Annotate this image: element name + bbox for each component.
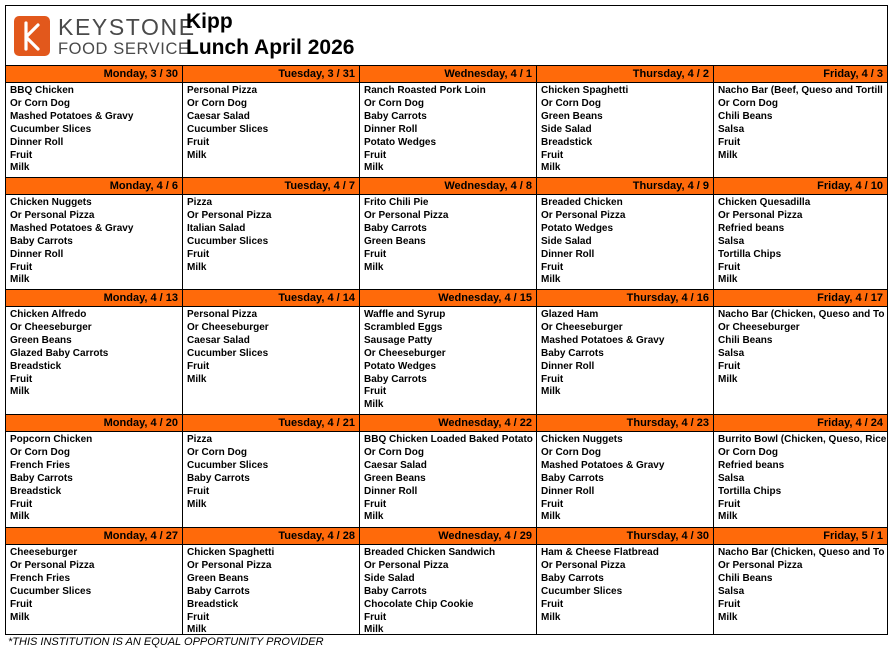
- menu-item: Milk: [718, 149, 738, 161]
- menu-item: Or Personal Pizza: [541, 209, 626, 221]
- menu-item: Cucumber Slices: [10, 123, 92, 135]
- day-cell: [360, 178, 537, 289]
- menu-item-list: [537, 432, 713, 524]
- day-cell: [183, 290, 360, 414]
- menu-item: Fruit: [541, 373, 564, 385]
- day-cell: [183, 528, 360, 635]
- menu-item: Fruit: [364, 498, 387, 510]
- week-row: [6, 65, 887, 177]
- menu-item: Milk: [10, 274, 30, 286]
- menu-item: Fruit: [187, 485, 210, 497]
- menu-item: Chicken Spaghetti: [541, 85, 629, 96]
- calendar-grid: [6, 65, 887, 635]
- menu-item: Fruit: [718, 136, 741, 148]
- menu-item: Breadstick: [10, 360, 62, 372]
- day-header: Monday, 4 / 13: [6, 290, 182, 307]
- menu-item: Side Salad: [541, 123, 592, 135]
- menu-item-list: [537, 195, 713, 287]
- menu-item-list: [714, 545, 887, 624]
- menu-item: Milk: [10, 611, 30, 623]
- day-header: Wednesday, 4 / 8: [360, 178, 536, 195]
- menu-title: Lunch April 2026: [186, 36, 355, 59]
- day-cell: [183, 66, 360, 177]
- menu-item: Dinner Roll: [10, 136, 64, 148]
- menu-item: Milk: [10, 511, 30, 523]
- menu-item: Or Corn Dog: [541, 446, 601, 458]
- menu-item: Popcorn Chicken: [10, 434, 93, 445]
- day-cell: [6, 290, 183, 414]
- menu-item: Mashed Potatoes & Gravy: [541, 459, 665, 471]
- menu-item: Ranch Roasted Pork Loin: [364, 85, 486, 96]
- menu-item: Pizza: [187, 197, 213, 208]
- menu-item: Caesar Salad: [187, 110, 250, 122]
- menu-item: Milk: [541, 611, 561, 623]
- menu-item: Or Cheeseburger: [541, 321, 623, 333]
- menu-item: Fruit: [10, 598, 33, 610]
- menu-item: Chili Beans: [718, 334, 773, 346]
- menu-item: Milk: [364, 261, 384, 273]
- menu-item-list: [183, 307, 359, 386]
- menu-item: Cucumber Slices: [187, 235, 269, 247]
- day-cell: [714, 290, 887, 414]
- menu-item: Fruit: [364, 248, 387, 260]
- logo-line1: KEYSTONE: [58, 14, 196, 40]
- menu-item: Breadstick: [541, 136, 593, 148]
- menu-item: Breadstick: [10, 485, 62, 497]
- day-cell: [6, 178, 183, 289]
- menu-item: Fruit: [541, 498, 564, 510]
- menu-item: Mashed Potatoes & Gravy: [10, 222, 134, 234]
- school-name: Kipp: [186, 10, 233, 33]
- menu-item: Dinner Roll: [541, 248, 595, 260]
- menu-item: Tortilla Chips: [718, 485, 782, 497]
- day-cell: [183, 178, 360, 289]
- menu-item: Milk: [187, 149, 207, 161]
- day-header: Wednesday, 4 / 1: [360, 66, 536, 83]
- menu-item: Milk: [364, 399, 384, 411]
- menu-item: Chicken Nuggets: [10, 197, 92, 208]
- menu-item: Or Corn Dog: [10, 97, 70, 109]
- menu-item: Personal Pizza: [187, 85, 258, 96]
- menu-item: Or Cheeseburger: [187, 321, 269, 333]
- menu-item: Baby Carrots: [187, 585, 250, 597]
- menu-item: Baby Carrots: [364, 585, 427, 597]
- day-header: Friday, 5 / 1: [714, 528, 887, 545]
- menu-item: Or Personal Pizza: [364, 559, 449, 571]
- menu-item: Milk: [541, 511, 561, 523]
- menu-item: Fruit: [10, 149, 33, 161]
- menu-item: Ham & Cheese Flatbread: [541, 547, 659, 558]
- menu-item: Milk: [718, 373, 738, 385]
- day-header: Thursday, 4 / 9: [537, 178, 713, 195]
- day-header: Thursday, 4 / 2: [537, 66, 713, 83]
- day-cell: [360, 528, 537, 635]
- menu-item: Baby Carrots: [364, 373, 427, 385]
- day-cell: [714, 66, 887, 177]
- menu-item: Fruit: [718, 360, 741, 372]
- menu-item-list: [183, 545, 359, 635]
- menu-item: Frito Chili Pie: [364, 197, 429, 208]
- menu-item: Mashed Potatoes & Gravy: [541, 334, 665, 346]
- day-header: Friday, 4 / 3: [714, 66, 887, 83]
- menu-item: Scrambled Eggs: [364, 321, 443, 333]
- menu-item-list: [6, 195, 182, 287]
- day-cell: [537, 66, 714, 177]
- menu-item: Fruit: [364, 149, 387, 161]
- menu-item: Fruit: [718, 598, 741, 610]
- day-cell: [714, 178, 887, 289]
- menu-item-list: [360, 307, 536, 412]
- day-header: Wednesday, 4 / 15: [360, 290, 536, 307]
- menu-item: Side Salad: [541, 235, 592, 247]
- menu-item: Fruit: [541, 261, 564, 273]
- menu-item-list: [360, 195, 536, 274]
- menu-item: Milk: [187, 498, 207, 510]
- menu-item: Nacho Bar (Chicken, Queso and To: [718, 547, 885, 558]
- menu-item-list: [6, 432, 182, 524]
- menu-item: Milk: [364, 162, 384, 174]
- menu-item: Baby Carrots: [10, 235, 73, 247]
- day-header: Wednesday, 4 / 29: [360, 528, 536, 545]
- menu-item-list: [537, 545, 713, 624]
- menu-item: Salsa: [718, 347, 745, 359]
- menu-item: Or Personal Pizza: [187, 209, 272, 221]
- menu-item: Or Corn Dog: [718, 97, 778, 109]
- day-cell: [714, 415, 887, 527]
- day-cell: [537, 178, 714, 289]
- menu-item: Fruit: [10, 373, 33, 385]
- menu-item: Glazed Baby Carrots: [10, 347, 109, 359]
- menu-item-list: [714, 83, 887, 162]
- menu-item: Or Cheeseburger: [10, 321, 92, 333]
- menu-item: Fruit: [364, 386, 387, 398]
- day-cell: [537, 528, 714, 635]
- menu-item: Green Beans: [187, 572, 249, 584]
- menu-item: Green Beans: [10, 334, 72, 346]
- menu-item: Green Beans: [364, 472, 426, 484]
- menu-item: Or Corn Dog: [364, 97, 424, 109]
- day-cell: [537, 415, 714, 527]
- menu-item: Milk: [187, 624, 207, 635]
- menu-item: Sausage Patty: [364, 334, 433, 346]
- menu-item: Or Personal Pizza: [364, 209, 449, 221]
- menu-item: Fruit: [10, 261, 33, 273]
- menu-item: Tortilla Chips: [718, 248, 782, 260]
- menu-item: Fruit: [187, 360, 210, 372]
- day-header: Monday, 4 / 20: [6, 415, 182, 432]
- menu-header: [6, 6, 887, 65]
- menu-item: Breadstick: [187, 598, 239, 610]
- menu-item: Or Personal Pizza: [541, 559, 626, 571]
- menu-item: Breaded Chicken Sandwich: [364, 547, 496, 558]
- menu-item-list: [714, 307, 887, 386]
- menu-item: Milk: [187, 261, 207, 273]
- menu-item: Chicken Spaghetti: [187, 547, 275, 558]
- menu-item-list: [360, 432, 536, 524]
- menu-item: Dinner Roll: [364, 485, 418, 497]
- menu-item: French Fries: [10, 459, 71, 471]
- menu-item: Or Cheeseburger: [718, 321, 800, 333]
- menu-item: Milk: [718, 511, 738, 523]
- menu-item: BBQ Chicken Loaded Baked Potato: [364, 434, 533, 445]
- day-header: Monday, 4 / 27: [6, 528, 182, 545]
- day-header: Friday, 4 / 10: [714, 178, 887, 195]
- menu-item: Cucumber Slices: [541, 585, 623, 597]
- menu-item: Glazed Ham: [541, 309, 599, 320]
- menu-item: Chicken Nuggets: [541, 434, 623, 445]
- menu-item: Fruit: [541, 598, 564, 610]
- menu-item: Milk: [10, 162, 30, 174]
- menu-item: Milk: [541, 386, 561, 398]
- menu-item: Potato Wedges: [541, 222, 614, 234]
- menu-item: Fruit: [718, 261, 741, 273]
- day-cell: [360, 415, 537, 527]
- menu-item: Fruit: [718, 498, 741, 510]
- k-logo-icon: [14, 16, 50, 56]
- day-cell: [6, 66, 183, 177]
- day-header: Tuesday, 4 / 28: [183, 528, 359, 545]
- week-row: [6, 527, 887, 635]
- menu-item-list: [183, 195, 359, 274]
- day-header: Tuesday, 4 / 14: [183, 290, 359, 307]
- menu-item-list: [714, 195, 887, 287]
- menu-item: Nacho Bar (Beef, Queso and Tortill: [718, 85, 883, 96]
- menu-item: Salsa: [718, 123, 745, 135]
- menu-item: Potato Wedges: [364, 360, 437, 372]
- menu-item: Pizza: [187, 434, 213, 445]
- menu-item: Baby Carrots: [364, 110, 427, 122]
- menu-item-list: [183, 432, 359, 511]
- menu-item: Or Corn Dog: [187, 97, 247, 109]
- menu-item: Baby Carrots: [187, 472, 250, 484]
- menu-item: Or Corn Dog: [718, 446, 778, 458]
- day-header: Friday, 4 / 17: [714, 290, 887, 307]
- menu-item-list: [6, 307, 182, 399]
- day-header: Wednesday, 4 / 22: [360, 415, 536, 432]
- menu-item: Cucumber Slices: [187, 123, 269, 135]
- menu-item: Dinner Roll: [541, 485, 595, 497]
- menu-item: Dinner Roll: [364, 123, 418, 135]
- menu-item: Fruit: [541, 149, 564, 161]
- menu-item: Cucumber Slices: [187, 347, 269, 359]
- menu-item: Milk: [364, 511, 384, 523]
- day-header: Tuesday, 3 / 31: [183, 66, 359, 83]
- menu-item: Or Corn Dog: [541, 97, 601, 109]
- menu-item: Chicken Quesadilla: [718, 197, 811, 208]
- menu-item: Caesar Salad: [364, 459, 427, 471]
- menu-item-list: [360, 83, 536, 175]
- menu-item: Or Personal Pizza: [718, 559, 803, 571]
- day-cell: [6, 415, 183, 527]
- menu-item: Nacho Bar (Chicken, Queso and To: [718, 309, 885, 320]
- menu-item: Baby Carrots: [10, 472, 73, 484]
- menu-item-list: [537, 307, 713, 399]
- day-cell: [6, 528, 183, 635]
- menu-item: Green Beans: [364, 235, 426, 247]
- menu-item: Baby Carrots: [541, 347, 604, 359]
- menu-item: Fruit: [187, 136, 210, 148]
- menu-calendar: [5, 5, 888, 635]
- day-cell: [360, 290, 537, 414]
- week-row: [6, 177, 887, 289]
- menu-item: Salsa: [718, 472, 745, 484]
- day-cell: [183, 415, 360, 527]
- menu-item: Personal Pizza: [187, 309, 258, 320]
- keystone-logo: [11, 13, 196, 59]
- menu-item: Milk: [10, 386, 30, 398]
- menu-item: Waffle and Syrup: [364, 309, 446, 320]
- menu-item: Breaded Chicken: [541, 197, 623, 208]
- menu-item: Cucumber Slices: [187, 459, 269, 471]
- menu-item: Salsa: [718, 585, 745, 597]
- menu-item: Green Beans: [541, 110, 603, 122]
- footer-note: *THIS INSTITUTION IS AN EQUAL OPPORTUNITY PROVIDER: [8, 636, 324, 648]
- menu-item-list: [714, 432, 887, 524]
- menu-item: Milk: [187, 373, 207, 385]
- menu-item: Or Corn Dog: [364, 446, 424, 458]
- menu-item: Cheeseburger: [10, 547, 78, 558]
- menu-item: Salsa: [718, 235, 745, 247]
- menu-item: Dinner Roll: [10, 248, 64, 260]
- menu-item: Fruit: [187, 248, 210, 260]
- menu-item: Milk: [718, 274, 738, 286]
- day-header: Thursday, 4 / 16: [537, 290, 713, 307]
- menu-item: Dinner Roll: [541, 360, 595, 372]
- day-header: Friday, 4 / 24: [714, 415, 887, 432]
- menu-item: Milk: [541, 274, 561, 286]
- menu-item: Chili Beans: [718, 110, 773, 122]
- day-header: Tuesday, 4 / 7: [183, 178, 359, 195]
- menu-item: Baby Carrots: [364, 222, 427, 234]
- menu-item: Fruit: [364, 611, 387, 623]
- day-header: Monday, 3 / 30: [6, 66, 182, 83]
- week-row: [6, 414, 887, 527]
- menu-item: Baby Carrots: [541, 572, 604, 584]
- menu-item: Italian Salad: [187, 222, 246, 234]
- menu-item: Fruit: [10, 498, 33, 510]
- menu-item: Chocolate Chip Cookie: [364, 598, 474, 610]
- menu-item: Milk: [364, 624, 384, 635]
- menu-item: Caesar Salad: [187, 334, 250, 346]
- menu-item: Refried beans: [718, 459, 785, 471]
- menu-item: Baby Carrots: [541, 472, 604, 484]
- menu-item: BBQ Chicken: [10, 85, 74, 96]
- menu-item: Chicken Alfredo: [10, 309, 87, 320]
- menu-item: Or Personal Pizza: [10, 559, 95, 571]
- menu-item-list: [537, 83, 713, 175]
- day-header: Monday, 4 / 6: [6, 178, 182, 195]
- menu-item: Fruit: [187, 611, 210, 623]
- menu-item: Burrito Bowl (Chicken, Queso, Rice: [718, 434, 887, 445]
- menu-item: Mashed Potatoes & Gravy: [10, 110, 134, 122]
- menu-item-list: [6, 545, 182, 624]
- menu-item: Or Cheeseburger: [364, 347, 446, 359]
- menu-item: Or Personal Pizza: [187, 559, 272, 571]
- day-cell: [714, 528, 887, 635]
- menu-item: Or Corn Dog: [10, 446, 70, 458]
- week-row: [6, 289, 887, 414]
- menu-item-list: [360, 545, 536, 635]
- day-cell: [537, 290, 714, 414]
- menu-item: Or Corn Dog: [187, 446, 247, 458]
- day-cell: [360, 66, 537, 177]
- menu-item: Potato Wedges: [364, 136, 437, 148]
- logo-line2: FOOD SERVICE: [58, 40, 190, 58]
- day-header: Thursday, 4 / 30: [537, 528, 713, 545]
- menu-item-list: [183, 83, 359, 162]
- menu-item: Cucumber Slices: [10, 585, 92, 597]
- day-header: Tuesday, 4 / 21: [183, 415, 359, 432]
- menu-item: Side Salad: [364, 572, 415, 584]
- menu-item: Or Personal Pizza: [718, 209, 803, 221]
- menu-item: Chili Beans: [718, 572, 773, 584]
- menu-item: Milk: [718, 611, 738, 623]
- menu-item: Milk: [541, 162, 561, 174]
- menu-item: Refried beans: [718, 222, 785, 234]
- menu-item: Or Personal Pizza: [10, 209, 95, 221]
- day-header: Thursday, 4 / 23: [537, 415, 713, 432]
- menu-item-list: [6, 83, 182, 175]
- menu-item: French Fries: [10, 572, 71, 584]
